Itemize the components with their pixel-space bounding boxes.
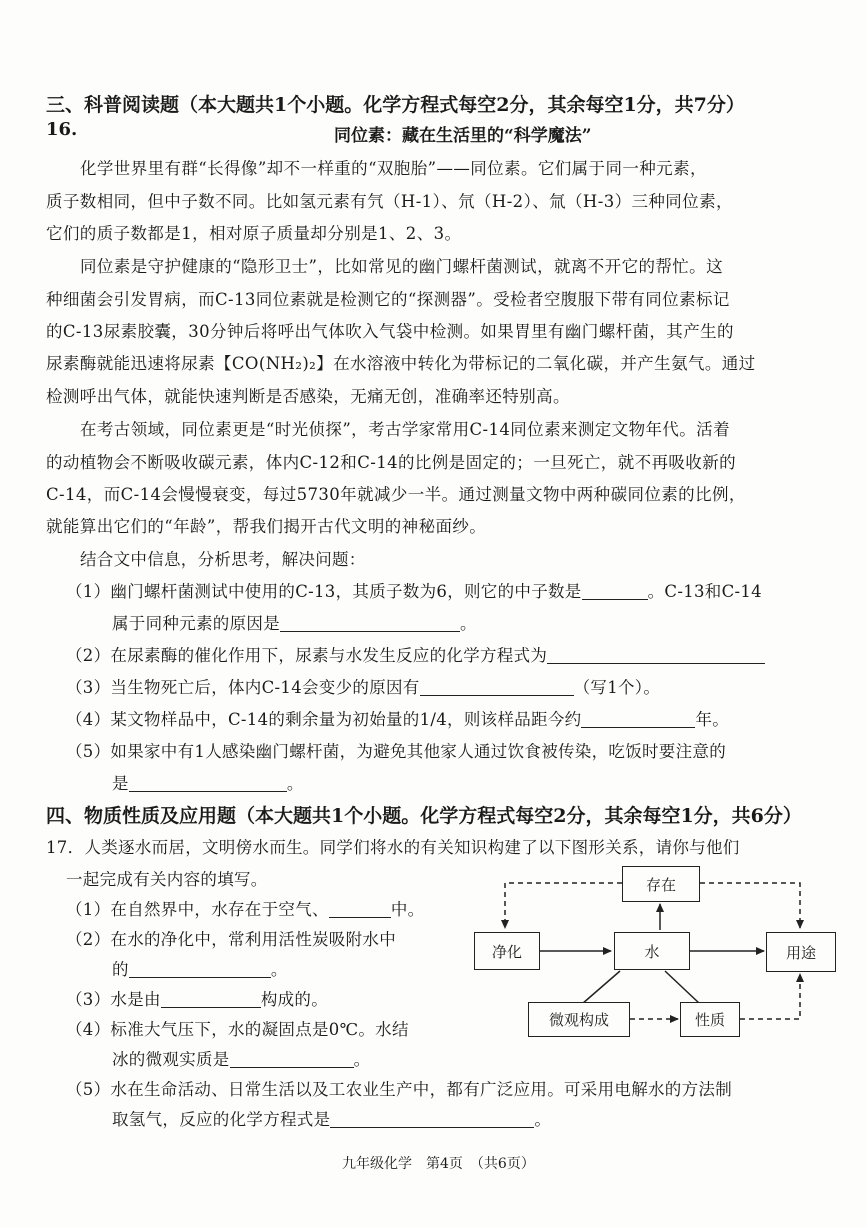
q17-sub3 (66, 986, 328, 1010)
q16-sub1 (66, 578, 762, 602)
q17-sub4-text-b: 冰的微观实质是 (112, 1050, 230, 1069)
q17-sub4-cont (112, 1046, 370, 1070)
question-prompt: 结合文中信息，分析思考，解决问题： (80, 550, 366, 569)
diagram-node-exist: 存在 (622, 866, 700, 902)
para3-line2: 的动植物会不断吸收碳元素，体内C-12和C-14的比例是固定的；一旦死亡，就不再吸收新的 (46, 453, 736, 472)
q17-sub5-text-b: 取氢气，反应的化学方程式是 (112, 1110, 331, 1129)
q16-sub1-text-b: 。C-13和C-14 (647, 582, 762, 601)
answer-blank-freezing-essence[interactable] (230, 1050, 354, 1068)
answer-blank-water-existence[interactable] (329, 900, 391, 918)
section-3-title: 三、科普阅读题（本大题共1个小题。化学方程式每空2分，其余每空1分，共7分） (46, 94, 745, 116)
diagram-node-use: 用途 (766, 932, 836, 972)
para3-line1: 在考古领域，同位素更是“时光侦探”，考古学家常用C-14同位素来测定文物年代。活着 (80, 420, 730, 439)
q16-sub2-text: （2）在尿素酶的催化作用下，尿素与水发生反应的化学方程式为 (66, 646, 548, 665)
q17-intro-line1: 17．人类逐水而居，文明傍水而生。同学们将水的有关知识构建了以下图形关系，请你与他们 (46, 838, 740, 857)
answer-blank-electrolysis-equation[interactable] (330, 1110, 534, 1128)
answer-blank-c14-decrease-reason[interactable] (420, 678, 574, 696)
q16-sub3-text-b: （写1个）。 (573, 678, 661, 697)
diagram-node-micro-structure: 微观构成 (528, 1002, 630, 1037)
q16-sub1-cont (112, 610, 477, 634)
answer-blank-dining-precaution[interactable] (129, 774, 287, 792)
q17-intro-line2: 一起完成有关内容的填写。 (66, 870, 268, 889)
diagram-node-water: 水 (614, 932, 690, 970)
line-water-property (665, 971, 700, 1004)
q16-sub1-text-c: 属于同种元素的原因是 (112, 614, 280, 633)
q16-sub4-text-a: （4）某文物样品中，C-14的剩余量为初始量的1/4，则该样品距今约 (66, 710, 582, 729)
arrow-property-to-use (740, 974, 800, 1019)
q16-sub1-text-d: 。 (460, 614, 477, 633)
arrow-exist-to-purify (505, 883, 622, 928)
answer-blank-sample-age[interactable] (581, 710, 695, 728)
q16-sub5-text-c: 。 (286, 774, 304, 793)
para2-line1: 同位素是守护健康的“隐形卫士”，比如常见的幽门螺杆菌测试，就离不开它的帮忙。这 (80, 257, 723, 276)
q16-sub1-text-a: （1）幽门螺杆菌测试中使用的C-13，其质子数为6，则它的中子数是 (66, 582, 582, 601)
q17-sub2: （2）在水的净化中，常利用活性炭吸附水中 (66, 930, 396, 949)
para1-line2: 质子数相同，但中子数不同。比如氢元素有氕（H-1）、氘（H-2）、氚（H-3）三种同位素， (46, 192, 733, 211)
answer-blank-water-composition[interactable] (161, 990, 261, 1008)
q16-sub5: （5）如果家中有1人感染幽门螺杆菌，为避免其他家人通过饮食被传染，吃饭时要注意的 (66, 742, 726, 761)
q17-sub4: （4）标准大气压下，水的凝固点是0℃。水结 (66, 1020, 409, 1039)
section-4-title: 四、物质性质及应用题（本大题共1个小题。化学方程式每空2分，其余每空1分，共6分） (46, 805, 802, 827)
para3-line3: C-14，而C-14会慢慢衰变，每过5730年就减少一半。通过测量文物中两种碳同位素的比例， (46, 485, 746, 504)
q16-sub5-text-b: 是 (112, 774, 129, 793)
answer-blank-neutron-count[interactable] (582, 582, 648, 600)
para2-line2: 种细菌会引发胃病，而C-13同位素就是检测它的“探测器”。受检者空腹服下带有同位素标记 (46, 290, 730, 309)
diagram-node-property: 性质 (680, 1002, 740, 1037)
page-footer: 九年级化学 第4页 （共6页） (342, 1156, 535, 1172)
arrow-exist-to-use (700, 883, 800, 928)
q17-sub4-text-c: 。 (353, 1050, 371, 1069)
para1-line3: 它们的质子数都是1，相对原子质量却分别是1、2、3。 (46, 224, 462, 243)
q17-sub3-text-b: 构成的。 (260, 990, 329, 1009)
answer-blank-same-element-reason[interactable] (280, 614, 460, 632)
q17-sub5-cont (112, 1106, 551, 1130)
q17-sub1 (66, 896, 424, 920)
q17-sub1-text-a: （1）在自然界中，水存在于空气、 (66, 900, 329, 919)
q17-sub2-text-b: 的 (112, 960, 129, 979)
q17-sub5-text-c: 。 (534, 1110, 552, 1129)
q16-sub2 (66, 642, 765, 666)
diagram-node-purify: 净化 (474, 932, 540, 970)
q17-sub1-text-b: 中。 (390, 900, 425, 919)
q16-sub4 (66, 706, 729, 730)
q17-sub2-text-c: 。 (270, 960, 288, 979)
para2-line5: 检测呼出气体，就能快速判断是否感染，无痛无创，准确率还特别高。 (46, 387, 570, 406)
line-water-micro (582, 971, 620, 1004)
q17-sub3-text-a: （3）水是由 (66, 990, 161, 1009)
article-title: 同位素：藏在生活里的“科学魔法” (334, 126, 592, 146)
q17-sub5: （5）水在生命活动、日常生活以及工农业生产中，都有广泛应用。可采用电解水的方法制 (66, 1080, 732, 1099)
q17-sub2-cont (112, 956, 288, 980)
para2-line3: 的C-13尿素胶囊，30分钟后将呼出气体吹入气袋中检测。如果胃里有幽门螺杆菌，其产生的 (46, 322, 734, 341)
q16-sub3 (66, 674, 660, 698)
para2-line4: 尿素酶就能迅速将尿素【CO(NH₂)₂】在水溶液中转化为带标记的二氧化碳，并产生氨气。通过 (46, 354, 756, 373)
question-16-number: 16. (46, 119, 78, 140)
q16-sub4-text-b: 年。 (695, 710, 730, 729)
answer-blank-activated-carbon[interactable] (129, 960, 271, 978)
q16-sub3-text-a: （3）当生物死亡后，体内C-14会变少的原因有 (66, 678, 420, 697)
para1-line1: 化学世界里有群“长得像”却不一样重的“双胞胎”——同位素。它们属于同一种元素， (80, 159, 707, 178)
para3-line4: 就能算出它们的“年龄”，帮我们揭开古代文明的神秘面纱。 (46, 517, 487, 536)
q16-sub5-cont (112, 770, 304, 794)
answer-blank-urea-equation[interactable] (547, 646, 765, 664)
